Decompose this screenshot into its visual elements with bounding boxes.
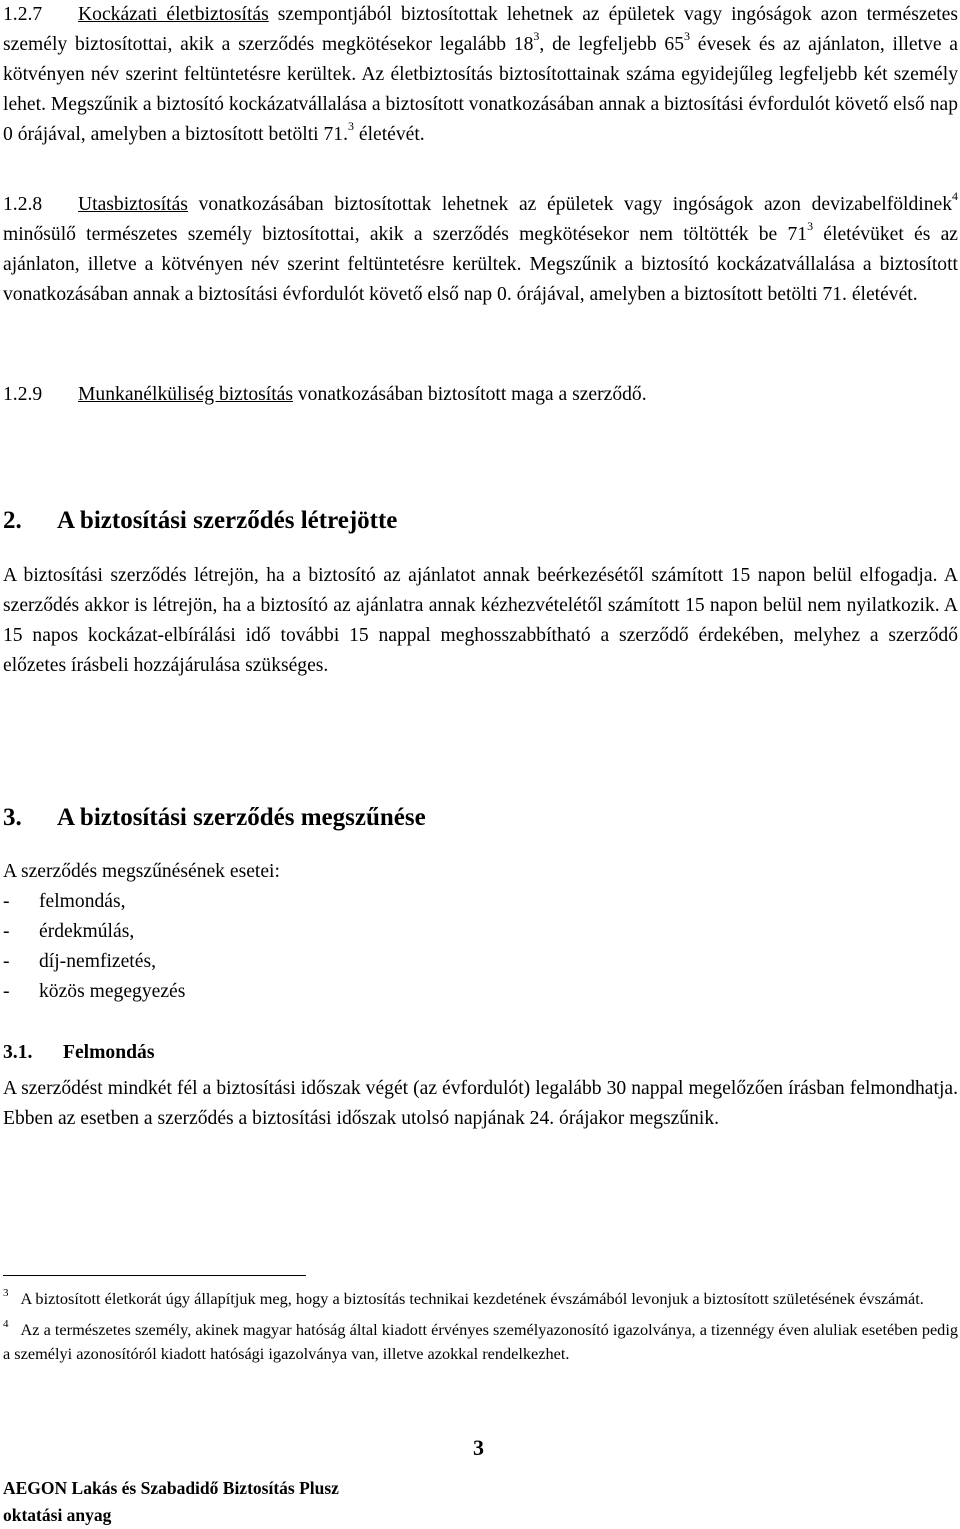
footnote-mark: 4 — [3, 1317, 9, 1330]
heading-number: 2. — [3, 507, 22, 534]
section-1-2-7: 1.2.7 Kockázati életbiztosítás szempontjából biztosítottak lehetnek az épületek vagy ingóságok azon természetes személy biztosítottai, akik a szerződés megkötésekor legalább $18^3$, de legfeljebb $65^3$ évesek és az ajánlaton, illetve a kötvényen név szerint feltüntetésre kerültek. Az életbiztosítás biztosítottainak száma egyidejűleg legfeljebb két személy lehet. Megszűnik a biztosító kockázatvállalása a biztosított vonatkozásában annak a biztosítási évfordulót követő első nap 0 órájával, amelyben a biztosított betölti 71.$^3$ életévét. — [3, 0, 958, 150]
footnote-separator — [3, 1275, 306, 1276]
list-item: - közös megegyezés — [3, 981, 186, 1002]
footnote-mark: 3 — [3, 1286, 9, 1299]
heading-3-1 — [3, 1038, 154, 1068]
footnote-ref: 3 — [807, 219, 814, 234]
section-number: 1.2.8 — [3, 194, 43, 215]
footnote-ref: 3 — [533, 29, 540, 44]
footnote-ref: 4 — [952, 189, 958, 204]
footnote-3: $^3$ A biztosított életkorát úgy állapítjuk meg, hogy a biztosítás technikai kezdetének évszámából levonjuk a biztosított születésének évszámát. — [3, 1286, 924, 1308]
footnotes — [3, 1287, 958, 1366]
term-utasbiztositas: Utasbiztosítás — [78, 194, 188, 215]
heading-3 — [3, 802, 426, 834]
paragraph-letrejotte: A biztosítási szerződés létrejön, ha a biztosító az ajánlatot annak beérkezésétől számított 15 napon belül elfogadja. A szerződés akkor is létrejön, ha a biztosító az ajánlatra annak kézhezvételétől számított 15 napon belül nem nyilatkozik. A 15 napos kockázat-elbírálási idő további 15 nappal meghosszabbítható a szerződő érdekében, melyhez a szerződő előzetes írásbeli hozzájárulása szükséges. — [3, 565, 958, 676]
page-number: 3 — [473, 1435, 484, 1460]
section-number: 1.2.7 — [3, 4, 43, 25]
heading-number: 3.1. — [3, 1042, 33, 1063]
list-item: - díj-nemfizetés, — [3, 951, 156, 972]
termination-cases-list — [3, 887, 185, 1007]
list-item: - érdekmúlás, — [3, 921, 135, 942]
heading-2 — [3, 505, 397, 537]
term-munkanelkuliseg-biztositas: Munkanélküliség biztosítás — [78, 384, 293, 405]
heading-title: Felmondás — [63, 1042, 155, 1063]
term-kockazati-eletbiztositas: Kockázati életbiztosítás — [78, 4, 269, 25]
footnote-4: $^4$ Az a természetes személy, akinek magyar hatóság által kiadott érvényes személyazonosító igazolványa, a tizennégy éven aluliak esetében pedig a személyi azonosítóról kiadott hatósági igazolványa van, illetve azokkal rendelkezhet. — [3, 1317, 958, 1363]
paragraph-megszunes-intro: A szerződés megszűnésének esetei: — [3, 861, 280, 882]
heading-number: 3. — [3, 804, 22, 831]
heading-title: A biztosítási szerződés létrejötte — [57, 507, 398, 534]
list-item: - felmondás, — [3, 891, 126, 912]
footnote-ref: 3 — [684, 29, 691, 44]
page-footer — [3, 1435, 958, 1525]
heading-title: A biztosítási szerződés megszűnése — [57, 804, 426, 831]
footer-title: AEGON Lakás és Szabadidő Biztosítás Plusz oktatási anyag — [3, 1478, 339, 1525]
section-number: 1.2.9 — [3, 384, 43, 405]
paragraph-felmondas: A szerződést mindkét fél a biztosítási időszak végét (az évfordulót) legalább 30 nappal megelőzően írásban felmondhatja. Ebben az esetben a szerződés a biztosítási időszak utolsó napjának 24. órájakor megszűnik. — [3, 1078, 958, 1129]
section-1-2-8: 1.2.8 Utasbiztosítás vonatkozásában biztosítottak lehetnek az épületek vagy ingóságok azon devizabelföldinek$^4$ minősülő természetes személy biztosítottai, akik a szerződés megkötésekor nem töltötték be $71^3$ életévüket és az ajánlaton, illetve a kötvényen név szerint feltüntetésre kerültek. Megszűnik a biztosító kockázatvállalása a biztosított vonatkozásában annak a biztosítási évfordulót követő első nap 0. órájával, amelyben a biztosított betölti 71. életévét. — [3, 189, 958, 305]
section-1-2-9: 1.2.9 Munkanélküliség biztosítás vonatkozásában biztosított maga a szerződő. — [3, 380, 958, 410]
footnote-ref: 3 — [347, 119, 354, 134]
